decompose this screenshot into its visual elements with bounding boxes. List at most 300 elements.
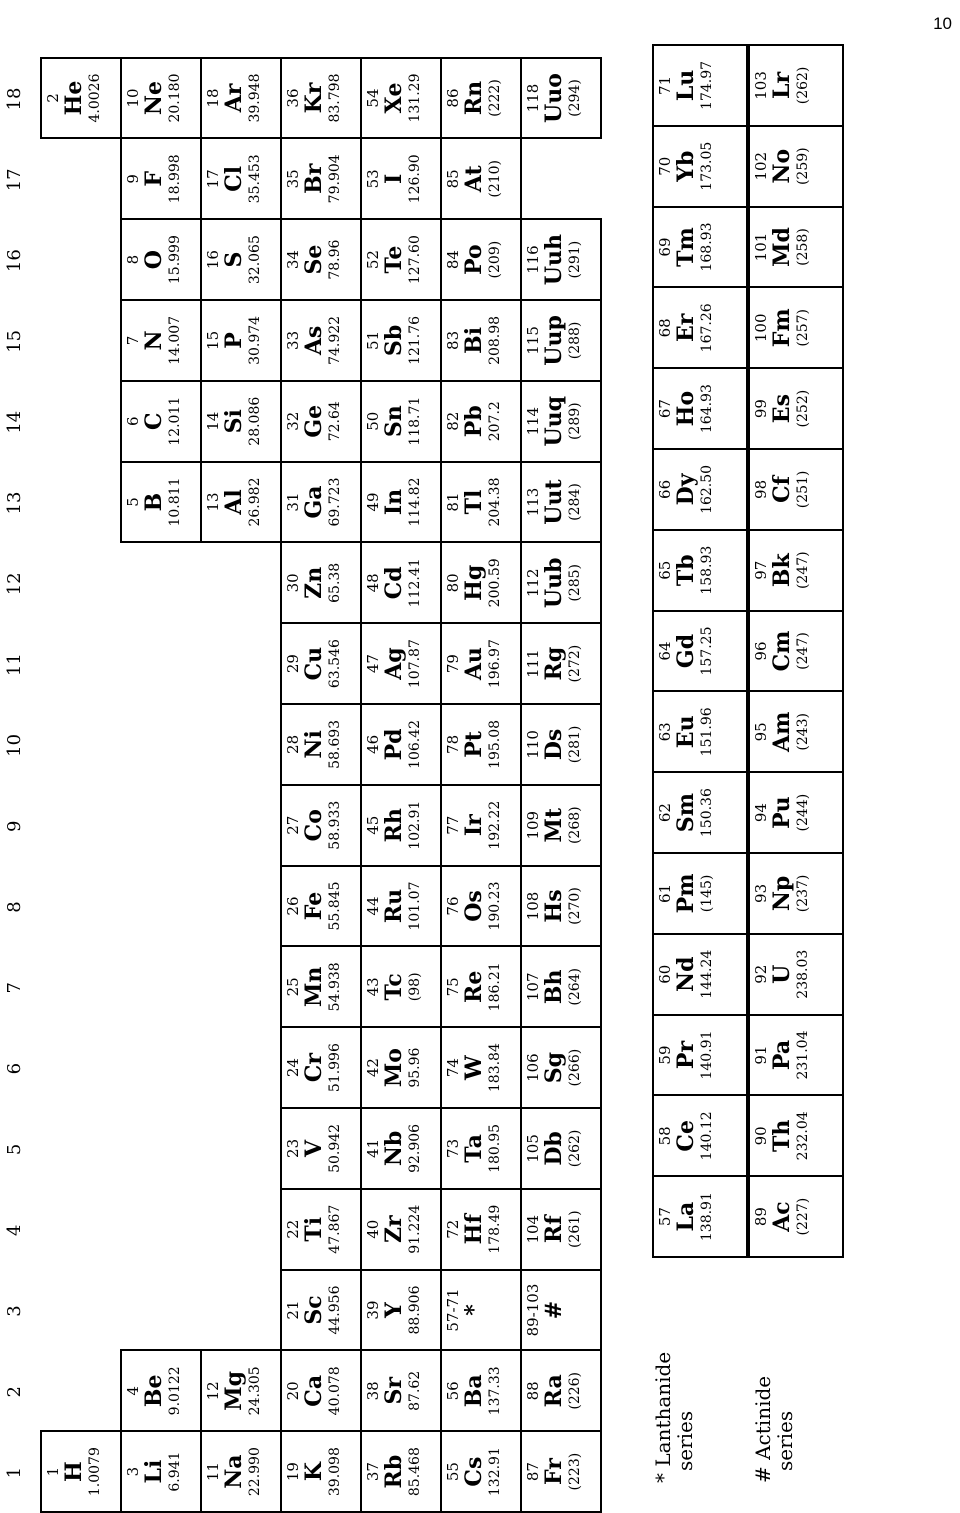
- element-cell: [280, 1269, 362, 1352]
- element-atomic-number: 85: [444, 169, 462, 189]
- group-number-header: 18: [4, 87, 25, 111]
- element-atomic-number: 64: [656, 641, 674, 661]
- element-symbol: *: [461, 1304, 487, 1316]
- element-atomic-mass: (247): [795, 632, 811, 670]
- actinide-element-cell: [748, 1014, 844, 1097]
- element-atomic-mass: 231.04: [795, 1030, 811, 1080]
- element-symbol: Sb: [381, 324, 407, 357]
- element-atomic-number: 58: [656, 1126, 674, 1146]
- element-atomic-mass: 144.24: [699, 949, 715, 999]
- actinide-element-cell: [748, 610, 844, 693]
- element-symbol: F: [141, 171, 167, 187]
- element-atomic-mass: 47.867: [327, 1204, 343, 1254]
- element-cell: [200, 218, 282, 301]
- element-atomic-number: 92: [752, 964, 770, 984]
- element-symbol: Mg: [221, 1370, 247, 1411]
- element-atomic-number: 35: [284, 169, 302, 189]
- element-symbol: No: [769, 148, 795, 184]
- element-symbol: I: [381, 173, 407, 184]
- element-atomic-mass: 196.97: [487, 639, 503, 689]
- element-symbol: Eu: [673, 715, 699, 749]
- element-atomic-mass: 204.38: [487, 477, 503, 527]
- element-cell: [440, 1107, 522, 1190]
- element-symbol: Pu: [769, 796, 795, 829]
- actinide-element-cell: [748, 125, 844, 208]
- element-atomic-number: 91: [752, 1045, 770, 1065]
- element-cell: [360, 137, 442, 220]
- element-atomic-number: 108: [524, 891, 542, 921]
- element-symbol: Mo: [381, 1048, 407, 1088]
- group-number-header: 8: [4, 901, 25, 913]
- element-atomic-number: 86: [444, 88, 462, 108]
- element-atomic-mass: 232.04: [795, 1111, 811, 1161]
- element-atomic-number: 37: [364, 1462, 382, 1482]
- actinide-element-cell: [748, 852, 844, 935]
- element-atomic-number: 60: [656, 964, 674, 984]
- element-cell: [360, 57, 442, 140]
- element-symbol: Cr: [301, 1053, 327, 1083]
- element-cell: [520, 57, 602, 140]
- element-atomic-mass: 12.011: [167, 396, 183, 446]
- element-atomic-mass: 118.71: [407, 396, 423, 446]
- element-symbol: Ds: [541, 728, 567, 761]
- element-atomic-number: 115: [524, 326, 542, 355]
- element-symbol: Pa: [769, 1039, 795, 1071]
- element-cell: [280, 57, 362, 140]
- element-atomic-number: 89: [752, 1207, 770, 1227]
- element-atomic-mass: (284): [567, 483, 583, 521]
- element-atomic-number: 99: [752, 399, 770, 419]
- element-symbol: H: [61, 1461, 87, 1482]
- group-number-header: 9: [4, 820, 25, 832]
- element-atomic-mass: (285): [567, 563, 583, 602]
- element-atomic-number: 25: [284, 977, 302, 997]
- lanthanide-element-cell: [652, 610, 748, 693]
- element-atomic-mass: 114.82: [407, 477, 423, 527]
- element-atomic-number: 19: [284, 1462, 302, 1482]
- element-cell: [440, 1188, 522, 1271]
- element-atomic-number: 77: [444, 815, 462, 835]
- group-number-header: 17: [4, 168, 25, 192]
- element-atomic-mass: 208.98: [487, 315, 503, 365]
- element-atomic-mass: 190.23: [487, 881, 503, 931]
- group-number-header: 6: [4, 1062, 25, 1075]
- element-symbol: Uut: [541, 479, 567, 525]
- element-symbol: Li: [141, 1459, 167, 1484]
- group-number-header: 3: [4, 1305, 25, 1317]
- group-number-header: 7: [4, 982, 25, 994]
- element-cell: [280, 1026, 362, 1109]
- element-atomic-number: 50: [364, 411, 382, 431]
- element-atomic-number: 6: [124, 416, 142, 426]
- element-cell: [520, 1107, 602, 1190]
- element-atomic-mass: (261): [567, 1210, 583, 1249]
- lanthanide-element-cell: [652, 771, 748, 854]
- element-atomic-number: 2: [44, 93, 62, 103]
- element-symbol: Pt: [461, 731, 487, 758]
- element-symbol: Xe: [381, 82, 407, 114]
- element-cell: [520, 1269, 602, 1352]
- element-symbol: As: [301, 325, 327, 356]
- element-symbol: V: [301, 1139, 327, 1157]
- element-atomic-mass: 50.942: [327, 1123, 343, 1173]
- element-atomic-mass: 40.078: [327, 1366, 343, 1416]
- element-atomic-number: 93: [752, 883, 770, 903]
- element-symbol: Fe: [301, 891, 327, 921]
- element-symbol: Cm: [769, 630, 795, 672]
- element-cell: [200, 461, 282, 544]
- element-atomic-mass: (262): [567, 1129, 583, 1168]
- element-atomic-mass: (262): [795, 66, 811, 105]
- element-atomic-number: 79: [444, 654, 462, 674]
- element-atomic-number: 65: [656, 560, 674, 580]
- element-cell: [440, 1430, 522, 1513]
- element-symbol: Ca: [301, 1374, 327, 1407]
- element-atomic-mass: 83.798: [327, 73, 343, 123]
- element-atomic-mass: (98): [407, 972, 423, 1002]
- element-cell: [440, 784, 522, 867]
- element-atomic-mass: 85.468: [407, 1447, 423, 1497]
- lanthanide-element-cell: [652, 1014, 748, 1097]
- element-atomic-number: 83: [444, 330, 462, 350]
- element-atomic-mass: 137.33: [487, 1366, 503, 1416]
- element-symbol: C: [141, 412, 167, 430]
- element-atomic-mass: 58.693: [327, 719, 343, 769]
- element-symbol: Bi: [461, 326, 487, 354]
- element-cell: [280, 461, 362, 544]
- element-symbol: Co: [301, 809, 327, 842]
- element-atomic-mass: 39.098: [327, 1447, 343, 1497]
- lanthanide-element-cell: [652, 206, 748, 289]
- group-number-header: 13: [4, 491, 25, 515]
- element-atomic-number: 112: [524, 568, 542, 598]
- element-symbol: Ta: [461, 1134, 487, 1163]
- element-symbol: Ho: [673, 390, 699, 427]
- element-symbol: Am: [769, 711, 795, 752]
- element-atomic-mass: 164.93: [699, 384, 715, 434]
- element-atomic-mass: (291): [567, 240, 583, 279]
- element-atomic-mass: 54.938: [327, 962, 343, 1012]
- element-symbol: Lu: [673, 69, 699, 102]
- element-atomic-mass: (243): [795, 712, 811, 751]
- element-atomic-number: 51: [364, 330, 382, 350]
- element-cell: [440, 541, 522, 624]
- element-symbol: Sm: [673, 793, 699, 833]
- element-symbol: Pr: [673, 1040, 699, 1070]
- element-symbol: Se: [301, 244, 327, 275]
- element-atomic-number: 16: [204, 250, 222, 270]
- element-symbol: Hf: [461, 1214, 487, 1245]
- element-symbol: Er: [673, 313, 699, 342]
- element-atomic-mass: 132.91: [487, 1447, 503, 1497]
- group-number-header: 14: [4, 410, 25, 434]
- element-atomic-mass: (244): [795, 793, 811, 832]
- element-atomic-number: 34: [284, 250, 302, 270]
- element-atomic-mass: (268): [567, 806, 583, 845]
- element-cell: [520, 1349, 602, 1432]
- element-atomic-mass: 127.60: [407, 235, 423, 285]
- element-atomic-mass: 69.723: [327, 477, 343, 527]
- element-atomic-mass: (259): [795, 147, 811, 186]
- element-atomic-mass: 183.84: [487, 1043, 503, 1093]
- element-symbol: Hg: [461, 564, 487, 601]
- element-atomic-number: 110: [524, 730, 542, 759]
- element-atomic-number: 7: [124, 335, 142, 346]
- element-symbol: B: [141, 492, 167, 512]
- element-atomic-number: 61: [656, 883, 674, 903]
- element-cell: [440, 218, 522, 301]
- group-number-header: 4: [4, 1224, 25, 1236]
- element-cell: [440, 461, 522, 544]
- element-atomic-number: 43: [364, 977, 382, 997]
- element-symbol: Zn: [301, 566, 327, 599]
- lanthanide-label-line-2: series: [673, 1410, 698, 1471]
- group-number-header: 15: [4, 329, 25, 353]
- element-cell: [280, 622, 362, 705]
- element-symbol: La: [673, 1201, 699, 1232]
- element-atomic-number: 88: [524, 1381, 542, 1401]
- element-symbol: Ra: [541, 1374, 567, 1408]
- element-symbol: Ar: [221, 83, 247, 113]
- element-atomic-mass: 157.25: [699, 626, 715, 676]
- element-symbol: Ru: [381, 888, 407, 924]
- element-cell: [440, 703, 522, 786]
- element-cell: [200, 299, 282, 382]
- element-atomic-number: 59: [656, 1045, 674, 1065]
- element-atomic-number: 9: [124, 174, 142, 184]
- element-atomic-mass: 51.996: [327, 1043, 343, 1093]
- element-atomic-number: 23: [284, 1138, 302, 1158]
- element-atomic-number: 11: [204, 1462, 222, 1482]
- element-atomic-mass: 26.982: [247, 477, 263, 527]
- element-cell: [280, 1349, 362, 1432]
- element-atomic-mass: (257): [795, 308, 811, 347]
- lanthanide-element-cell: [652, 1175, 748, 1258]
- element-atomic-number: 17: [204, 169, 222, 189]
- element-atomic-mass: 168.93: [699, 222, 715, 272]
- element-symbol: Tb: [673, 554, 699, 587]
- element-symbol: Uuh: [541, 234, 567, 286]
- element-atomic-number: 68: [656, 318, 674, 338]
- element-cell: [280, 380, 362, 463]
- element-atomic-mass: 92.906: [407, 1123, 423, 1173]
- element-symbol: Po: [461, 244, 487, 275]
- element-cell: [520, 299, 602, 382]
- element-symbol: Al: [221, 489, 247, 515]
- element-atomic-mass: 131.29: [407, 73, 423, 123]
- element-atomic-mass: 140.12: [699, 1111, 715, 1161]
- element-cell: [200, 1430, 282, 1513]
- element-cell: [280, 865, 362, 948]
- element-atomic-mass: 15.999: [167, 235, 183, 285]
- element-symbol: Md: [769, 227, 795, 267]
- element-cell: [440, 1269, 522, 1352]
- element-cell: [520, 1430, 602, 1513]
- element-atomic-mass: 173.05: [699, 141, 715, 191]
- element-cell: [120, 380, 202, 463]
- element-atomic-mass: 28.086: [247, 396, 263, 446]
- element-symbol: Gd: [673, 633, 699, 669]
- element-symbol: Tl: [461, 489, 487, 515]
- element-atomic-number: 66: [656, 479, 674, 499]
- element-symbol: Rh: [381, 808, 407, 843]
- group-number-header: 10: [4, 733, 25, 757]
- element-symbol: Nd: [673, 956, 699, 992]
- element-atomic-number: 105: [524, 1134, 542, 1163]
- element-symbol: Tc: [381, 973, 407, 1001]
- element-cell: [520, 461, 602, 544]
- element-atomic-number: 53: [364, 169, 382, 189]
- element-atomic-mass: 30.974: [247, 315, 263, 365]
- element-symbol: P: [221, 332, 247, 349]
- element-cell: [440, 865, 522, 948]
- element-cell: [520, 784, 602, 867]
- element-cell: [280, 1107, 362, 1190]
- actinide-element-cell: [748, 367, 844, 450]
- element-atomic-number: 80: [444, 573, 462, 593]
- element-cell: [280, 784, 362, 867]
- element-symbol: Sg: [541, 1051, 567, 1084]
- element-cell: [280, 218, 362, 301]
- element-atomic-mass: 87.62: [407, 1370, 423, 1411]
- element-atomic-mass: (288): [567, 321, 583, 360]
- element-atomic-mass: 63.546: [327, 639, 343, 689]
- element-symbol: Pd: [381, 728, 407, 761]
- element-atomic-mass: 22.990: [247, 1447, 263, 1497]
- element-atomic-number: 13: [204, 492, 222, 512]
- element-atomic-number: 75: [444, 977, 462, 997]
- element-atomic-mass: (222): [487, 79, 503, 117]
- element-atomic-number: 18: [204, 88, 222, 108]
- element-atomic-mass: 101.07: [407, 881, 423, 931]
- element-atomic-number: 67: [656, 399, 674, 419]
- element-atomic-number: 84: [444, 250, 462, 270]
- element-symbol: Db: [541, 1131, 567, 1166]
- element-atomic-mass: 1.0079: [87, 1447, 103, 1497]
- element-atomic-number: 109: [524, 810, 542, 840]
- element-atomic-mass: 6.941: [167, 1451, 183, 1492]
- element-atomic-number: 54: [364, 88, 382, 108]
- lanthanide-element-cell: [652, 448, 748, 531]
- element-atomic-mass: 9.0122: [167, 1366, 183, 1416]
- element-symbol: Cs: [461, 1456, 487, 1487]
- element-cell: [360, 1026, 442, 1109]
- element-atomic-number: 114: [524, 406, 542, 436]
- element-cell: [360, 1430, 442, 1513]
- element-atomic-mass: 88.906: [407, 1285, 423, 1335]
- element-cell: [440, 380, 522, 463]
- element-cell: [520, 622, 602, 705]
- element-atomic-number: 20: [284, 1381, 302, 1401]
- element-symbol: Pb: [461, 405, 487, 438]
- element-symbol: Bh: [541, 969, 567, 1005]
- element-atomic-number: 103: [752, 71, 770, 100]
- element-atomic-number: 70: [656, 156, 674, 176]
- element-atomic-number: 118: [524, 83, 542, 113]
- element-symbol: Os: [461, 890, 487, 922]
- element-atomic-number: 42: [364, 1058, 382, 1078]
- element-atomic-number: 56: [444, 1381, 462, 1401]
- element-atomic-number: 49: [364, 492, 382, 512]
- element-symbol: Sc: [301, 1295, 327, 1325]
- element-symbol: Dy: [673, 473, 699, 506]
- element-atomic-mass: 32.065: [247, 235, 263, 285]
- element-symbol: Mt: [541, 807, 567, 843]
- element-symbol: Th: [769, 1119, 795, 1152]
- element-cell: [440, 57, 522, 140]
- actinide-element-cell: [748, 529, 844, 612]
- element-atomic-number: 87: [524, 1462, 542, 1482]
- element-atomic-number: 81: [444, 492, 462, 512]
- lanthanide-series-label: [652, 1352, 697, 1483]
- element-atomic-mass: (289): [567, 402, 583, 441]
- element-atomic-number: 21: [284, 1300, 302, 1320]
- element-atomic-mass: 180.95: [487, 1123, 503, 1173]
- element-symbol: Pm: [673, 873, 699, 914]
- actinide-element-cell: [748, 44, 844, 127]
- element-cell: [520, 380, 602, 463]
- element-symbol: Cl: [221, 165, 247, 192]
- element-atomic-mass: 112.41: [407, 558, 423, 608]
- element-atomic-number: 5: [124, 497, 142, 507]
- element-cell: [360, 380, 442, 463]
- element-atomic-number: 104: [524, 1214, 542, 1244]
- element-atomic-number: 32: [284, 411, 302, 431]
- element-atomic-number: 113: [524, 487, 542, 517]
- element-cell: [360, 1188, 442, 1271]
- element-symbol: Rf: [541, 1215, 567, 1244]
- lanthanide-element-cell: [652, 44, 748, 127]
- element-cell: [520, 1026, 602, 1109]
- element-atomic-number: 30: [284, 573, 302, 593]
- element-symbol: Lr: [769, 71, 795, 99]
- element-symbol: Uuo: [541, 73, 567, 123]
- lanthanide-element-cell: [652, 690, 748, 773]
- page-number: 10: [933, 14, 952, 33]
- element-symbol: Ge: [301, 404, 327, 438]
- lanthanide-label-line-1: * Lanthanide: [651, 1351, 675, 1483]
- element-atomic-number: 27: [284, 815, 302, 835]
- lanthanide-element-cell: [652, 933, 748, 1016]
- element-atomic-mass: 174.97: [699, 60, 715, 110]
- element-cell: [520, 703, 602, 786]
- lanthanide-element-cell: [652, 125, 748, 208]
- element-atomic-number: 52: [364, 250, 382, 270]
- element-symbol: Y: [381, 1302, 407, 1318]
- lanthanide-element-cell: [652, 529, 748, 612]
- element-symbol: Si: [221, 409, 247, 434]
- element-atomic-number: 94: [752, 803, 770, 823]
- element-cell: [360, 1107, 442, 1190]
- element-cell: [360, 541, 442, 624]
- element-symbol: Br: [301, 163, 327, 194]
- element-atomic-mass: 107.87: [407, 639, 423, 689]
- element-cell: [120, 1349, 202, 1432]
- element-atomic-mass: (223): [567, 1452, 583, 1491]
- element-atomic-mass: 79.904: [327, 154, 343, 204]
- element-symbol: Bk: [769, 553, 795, 588]
- element-symbol: W: [461, 1055, 487, 1080]
- element-atomic-mass: 72.64: [327, 401, 343, 442]
- element-cell: [440, 299, 522, 382]
- element-cell: [280, 1188, 362, 1271]
- element-cell: [520, 218, 602, 301]
- element-cell: [520, 1188, 602, 1271]
- element-atomic-mass: 18.998: [167, 154, 183, 204]
- element-cell: [40, 1430, 122, 1513]
- element-atomic-number: 41: [364, 1138, 382, 1158]
- element-atomic-number: 102: [752, 151, 770, 181]
